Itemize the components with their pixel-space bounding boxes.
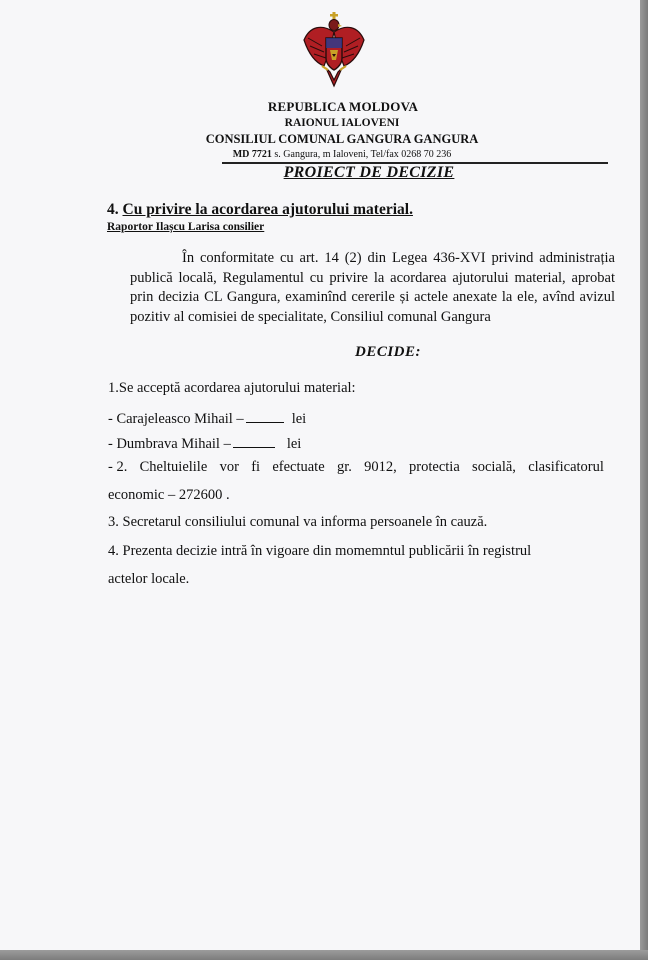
point-2-continuation: economic – 272600 . bbox=[108, 487, 230, 503]
header-district: RAIONUL IALOVENI bbox=[284, 117, 400, 129]
point-2-word: fi bbox=[251, 459, 261, 475]
point-2-word: gr. bbox=[336, 459, 352, 475]
point-2-word: - 2. bbox=[108, 459, 128, 475]
point-2 bbox=[108, 459, 604, 476]
header-address-rest: s. Gangura, m Ialoveni, Tel/fax 0268 70 236 bbox=[271, 149, 452, 160]
document-type-text: PROIECT DE DECIZIE bbox=[283, 164, 455, 181]
document-type-title bbox=[0, 164, 648, 182]
currency-unit: lei bbox=[291, 411, 307, 427]
point-2-word: 9012, bbox=[364, 459, 397, 475]
point-2-word: clasificatorul bbox=[528, 459, 604, 475]
point-2-word: vor bbox=[219, 459, 239, 475]
header-address-code: MD 7721 bbox=[232, 149, 272, 160]
point-2-word: Cheltuielile bbox=[139, 459, 208, 475]
item-number: 4. bbox=[107, 201, 119, 218]
point-3: 3. Secretarul consiliului comunal va informa persoanele în cauză. bbox=[108, 514, 488, 530]
page-edge-shadow bbox=[640, 0, 648, 960]
item-title bbox=[107, 201, 413, 219]
moldova-coat-of-arms-emblem bbox=[302, 10, 366, 94]
header-country: REPUBLICA MOLDOVA bbox=[267, 99, 419, 114]
page-edge-shadow bbox=[0, 950, 648, 960]
point-2-word: protectia bbox=[409, 459, 460, 475]
amount-blank bbox=[246, 409, 284, 423]
item-reporter: Raportor Ilașcu Larisa consilier bbox=[107, 221, 265, 233]
currency-unit: lei bbox=[286, 436, 302, 452]
header-council: CONSILIUL COMUNAL GANGURA GANGURA bbox=[205, 132, 479, 146]
header-address bbox=[0, 149, 648, 160]
beneficiary-name: - Carajeleasco Mihail – bbox=[108, 411, 244, 427]
amount-blank bbox=[233, 434, 275, 448]
point-4-continuation: actelor locale. bbox=[108, 571, 190, 587]
beneficiary-row bbox=[108, 434, 301, 453]
beneficiary-name: - Dumbrava Mihail – bbox=[108, 436, 231, 452]
point-4: 4. Prezenta decizie intră în vigoare din momemntul publicării în registrul bbox=[108, 543, 532, 559]
beneficiary-row bbox=[108, 409, 306, 428]
point-2-word: socială, bbox=[472, 459, 516, 475]
point-2-word: efectuate bbox=[272, 459, 325, 475]
item-title-text: Cu privire la acordarea ajutorului material. bbox=[122, 201, 413, 218]
point-1: 1.Se acceptă acordarea ajutorului material: bbox=[108, 380, 356, 396]
decide-heading: DECIDE: bbox=[355, 344, 422, 360]
preamble-paragraph: În conformitate cu art. 14 (2) din Legea 436-XVI privind administrația publică locală, Regulamentul cu privire la acordarea ajutorului material, aprobat prin decizia CL Gangura, examinînd cererile și actele anexate la ele, avînd avizul pozitiv al comisiei de specialitate, Consiliul comunal Gangura bbox=[130, 250, 615, 325]
